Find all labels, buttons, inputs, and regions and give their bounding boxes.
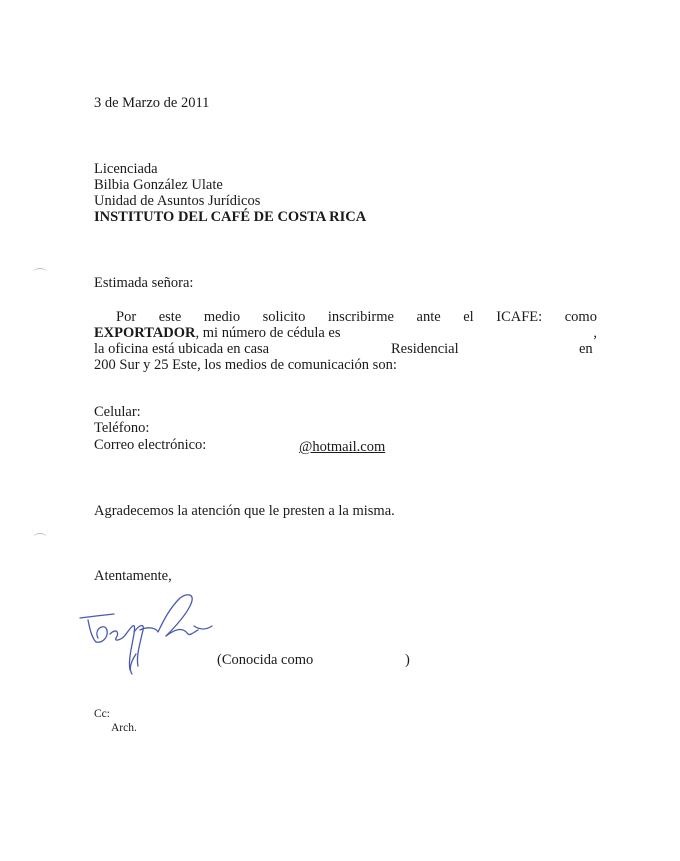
body-line-1 bbox=[116, 309, 597, 325]
cc-label: Cc: bbox=[94, 708, 110, 720]
closing: Atentamente, bbox=[94, 568, 172, 584]
body-line-4: 200 Sur y 25 Este, los medios de comunicación son: bbox=[94, 357, 397, 373]
archive-label: Arch. bbox=[111, 722, 137, 734]
body-word: inscribirme bbox=[327, 309, 394, 325]
body-word: como bbox=[564, 309, 597, 325]
body-line-2-rest: , mi número de cédula es bbox=[195, 325, 341, 341]
body-line-3-start: la oficina está ubicada en casa bbox=[94, 341, 270, 357]
body-line-3-mid: Residencial bbox=[391, 341, 459, 357]
mobile-label: Celular: bbox=[94, 404, 141, 420]
body-word: solicito bbox=[262, 309, 306, 325]
signature-image bbox=[76, 590, 216, 676]
body-line-3-end: en bbox=[579, 341, 593, 357]
closing-thanks: Agradecemos la atención que le presten a la misma. bbox=[94, 503, 395, 519]
margin-mark bbox=[33, 268, 47, 277]
signature-caption-open: (Conocida como bbox=[217, 652, 314, 668]
phone-label: Teléfono: bbox=[94, 420, 150, 436]
email-label: Correo electrónico: bbox=[94, 437, 207, 453]
body-word: medio bbox=[203, 309, 241, 325]
body-word: este bbox=[158, 309, 182, 325]
exporter-term: EXPORTADOR bbox=[94, 325, 196, 341]
salutation: Estimada señora: bbox=[94, 275, 194, 291]
letter-date: 3 de Marzo de 2011 bbox=[94, 95, 210, 111]
body-word: Por bbox=[116, 309, 137, 325]
recipient-title: Licenciada bbox=[94, 161, 158, 177]
body-word: ante bbox=[416, 309, 441, 325]
email-value[interactable]: @hotmail.com bbox=[299, 439, 386, 455]
body-word: el bbox=[463, 309, 474, 325]
recipient-name: Bilbia González Ulate bbox=[94, 177, 223, 193]
body-word: ICAFE: bbox=[496, 309, 543, 325]
body-line-2-end: , bbox=[593, 325, 597, 341]
body-line-2-text bbox=[94, 325, 340, 341]
body-line-2 bbox=[94, 325, 597, 341]
recipient-unit: Unidad de Asuntos Jurídicos bbox=[94, 193, 261, 209]
recipient-institution: INSTITUTO DEL CAFÉ DE COSTA RICA bbox=[94, 209, 367, 225]
margin-mark bbox=[33, 533, 47, 542]
signature-caption-close: ) bbox=[405, 652, 410, 668]
